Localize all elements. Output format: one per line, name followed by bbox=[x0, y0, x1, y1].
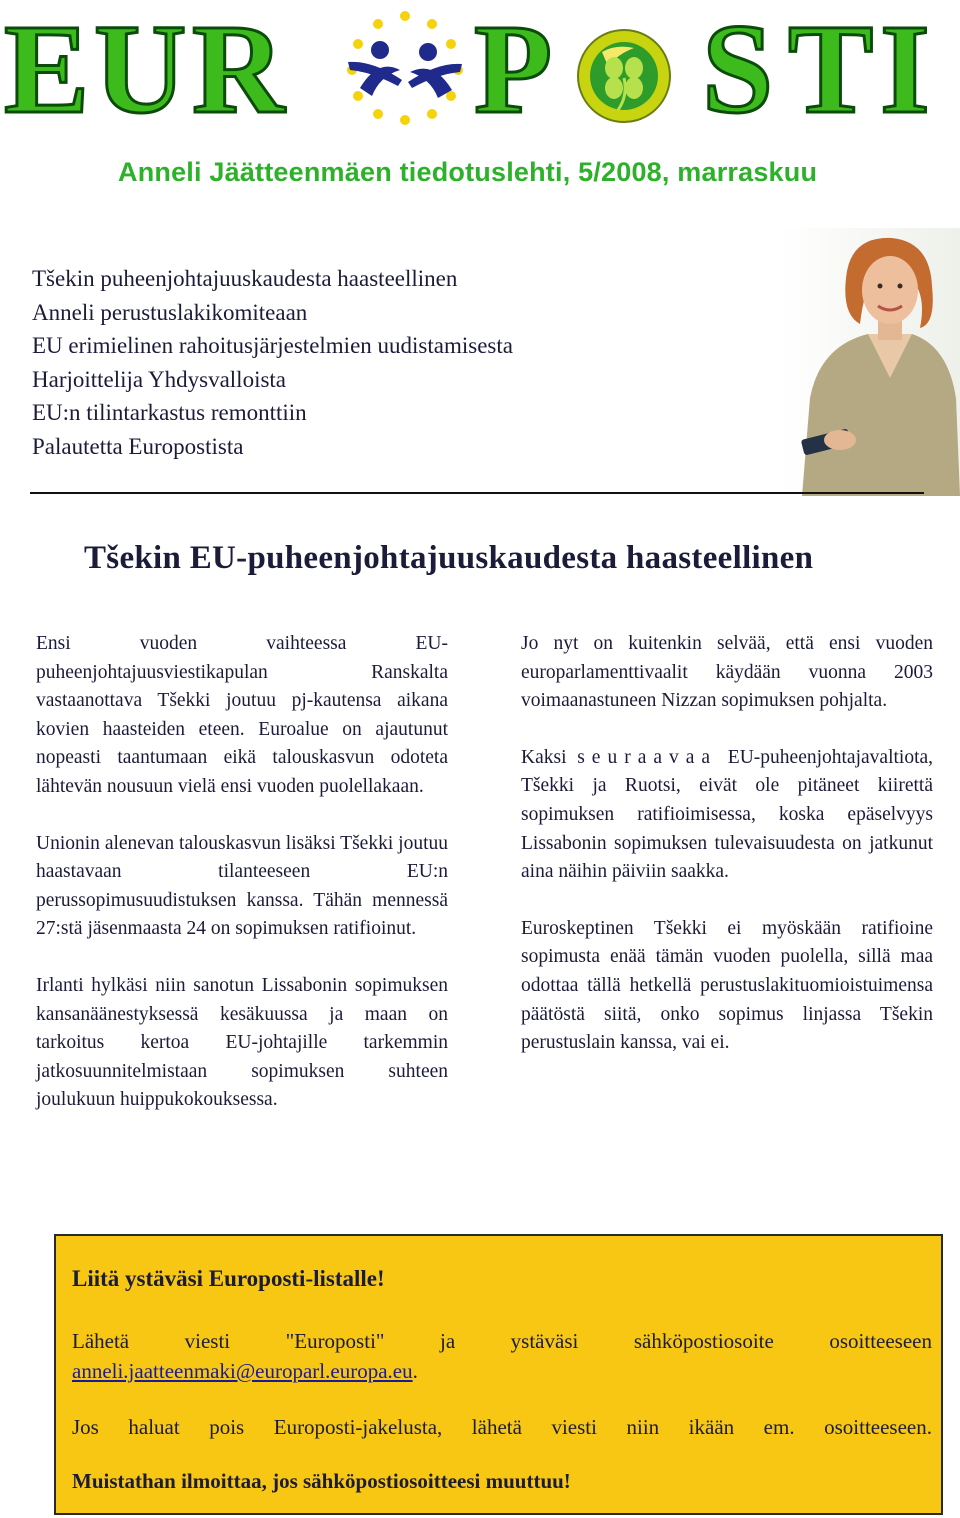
divider bbox=[30, 492, 924, 494]
masthead-letter-e: E bbox=[4, 0, 90, 125]
notice-email-line bbox=[72, 1356, 418, 1386]
article-text: Kaksi bbox=[521, 746, 567, 768]
issue-line: Anneli Jäätteenmäen tiedotuslehti, 5/2008, marraskuu bbox=[118, 157, 818, 187]
masthead bbox=[0, 0, 960, 125]
article-paragraph: Unionin alenevan talouskasvun lisäksi Tšekki joutuu haastavaan tilanteeseen EU:n perussopimusuudistuksen kanssa. Tähän mennessä 27:stä jäsenmaasta 24 on sopimuksen ratifioinut. bbox=[36, 832, 448, 940]
masthead-letter-i: I bbox=[880, 0, 930, 125]
article-paragraph bbox=[521, 744, 933, 887]
masthead-letter-s: S bbox=[702, 0, 774, 125]
eu-stars-figures-icon bbox=[347, 11, 463, 125]
contents-item: Tšekin puheenjohtajuuskaudesta haasteellinen bbox=[32, 266, 458, 291]
author-portrait bbox=[780, 228, 960, 496]
contents-item: Palautetta Europostista bbox=[32, 433, 244, 459]
notice-period: . bbox=[412, 1359, 418, 1383]
article-column-right bbox=[521, 630, 933, 1086]
contents-item: EU erimielinen rahoitusjärjestelmien uudistamisesta bbox=[32, 333, 513, 359]
masthead-letter-u: U bbox=[94, 0, 187, 125]
subscription-notice bbox=[54, 1234, 943, 1515]
contents-list bbox=[32, 262, 513, 464]
notice-title: Liitä ystäväsi Europosti-listalle! bbox=[72, 1266, 385, 1291]
article-text: EU-puheenjohtajavaltiota, Tšekki ja Ruotsi, eivät ole pitäneet kiirettä sopimuksen ratifioimisessa, koska epäselvyys Lissabonin sopimuksen tulevaisuudesta on jatkunut aina näihin päiviin saakka. bbox=[521, 746, 934, 883]
article-headline: Tšekin EU-puheenjohtajuuskaudesta haasteellinen bbox=[84, 540, 814, 576]
article-column-left bbox=[36, 630, 448, 1143]
article-paragraph: Ensi vuoden vaihteessa EU-puheenjohtajuusviestikapulan Ranskalta vastaanottava Tšekki joutuu pj-kautensa aikana kovien haasteiden eteen. Euroalue on ajautunut nopeasti taantumaan eikä talouskasvun odoteta lähtevän nousuun vielä ensi vuoden puolellakaan. bbox=[36, 633, 448, 797]
email-link[interactable]: anneli.jaatteenmaki@europarl.europa.eu bbox=[72, 1359, 413, 1383]
contents-item: EU:n tilintarkastus remonttiin bbox=[32, 400, 307, 426]
notice-send-text: Lähetä viesti "Europosti" ja ystäväsi sähköpostiosoite osoitteeseen bbox=[72, 1329, 932, 1353]
article-paragraph: Jo nyt on kuitenkin selvää, että ensi vuoden europarlamenttivaalit käydään vuonna 2003 voimaanastuneen Nizzan sopimuksen pohjalta. bbox=[521, 633, 933, 712]
contents-item: Harjoittelija Yhdysvalloista bbox=[32, 366, 287, 392]
article-paragraph: Euroskeptinen Tšekki ei myöskään ratifioine sopimusta enää tämän vuoden puolella, sillä maa odottaa tällä hetkellä perustuslakituomioistuimensa päätöstä siitä, onko sopimus linjassa Tšekin perustuslain kanssa, vai ei. bbox=[521, 917, 933, 1054]
masthead-letter-t: T bbox=[788, 0, 874, 125]
four-leaf-clover-globe-icon bbox=[578, 30, 670, 122]
notice-unsubscribe: Jos haluat pois Europosti-jakelusta, lähetä viesti niin ikään em. osoitteeseen. bbox=[72, 1415, 932, 1439]
contents-item: Anneli perustuslakikomiteaan bbox=[32, 299, 308, 325]
notice-reminder: Muistathan ilmoittaa, jos sähköpostiosoitteesi muuttuu! bbox=[72, 1469, 571, 1493]
article-paragraph: Irlanti hylkäsi niin sanotun Lissabonin sopimuksen kansanäänestyksessä kesäkuussa ja maan on tarkoitus kertoa EU-johtajille tarkemmin jatkosuunnitelmistaan sopimuksen suhteen joulukuun huippukokouksessa. bbox=[36, 974, 448, 1111]
masthead-letter-p: P bbox=[474, 0, 553, 125]
article-text-spaced: seuraavaa bbox=[577, 746, 718, 768]
masthead-letter-r: R bbox=[192, 0, 285, 125]
